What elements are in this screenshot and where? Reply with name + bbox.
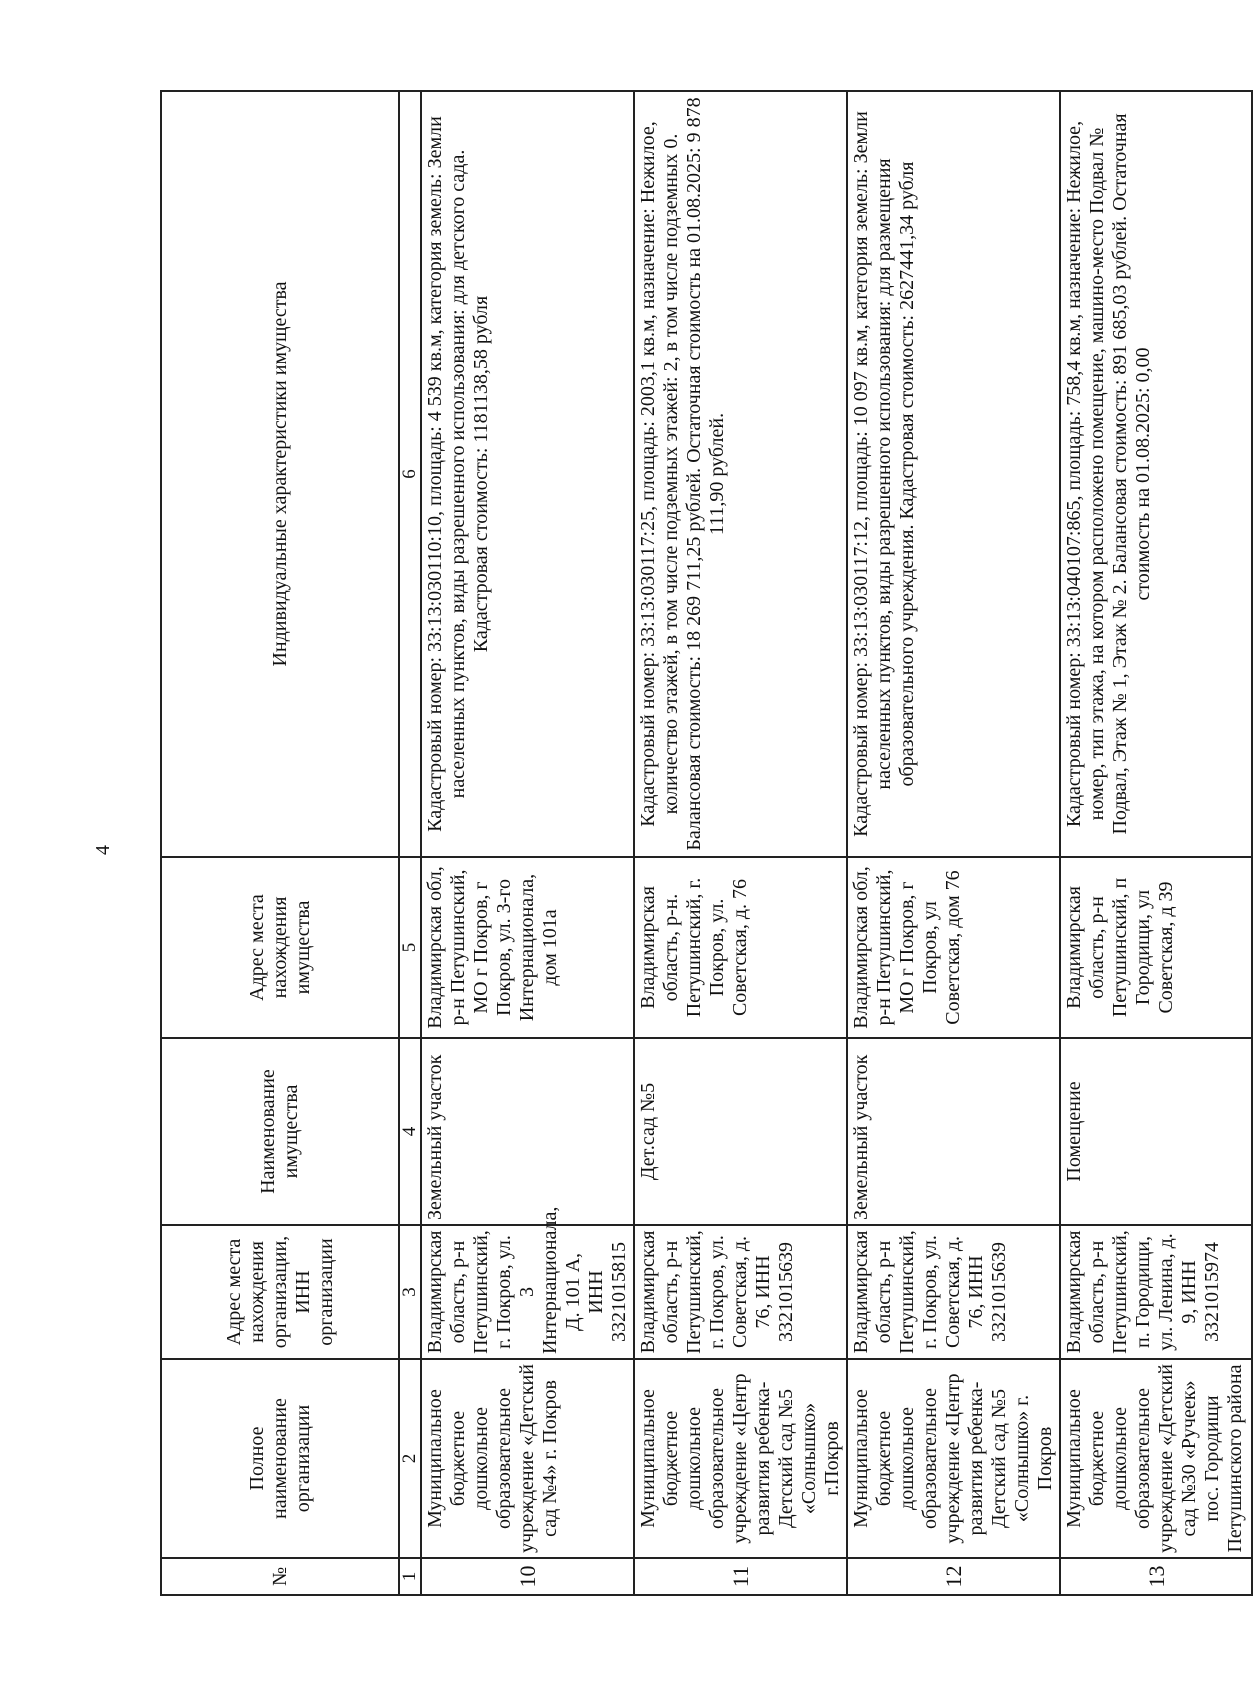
header-property-address: Адрес места нахождения имущества	[161, 857, 399, 1038]
table-row	[1060, 91, 1252, 1595]
org-address-cell: Владимирская область, р-н Петушинский, г. Покров, ул. Советская, д. 76, ИНН 3321015639	[847, 1225, 1060, 1359]
table-row	[634, 91, 847, 1595]
characteristics-cell: Кадастровый номер: 33:13:040107:865, площадь: 758,4 кв.м, назначение: Нежилое, номер, тип этажа, на котором расположено помещение, машино-место Подвал № Подвал, Этаж № 1, Этаж № 2. Балансовая стоимость: 891 685,03 рублей. Остаточная стоимость на 01.08.2025: 0,00	[1060, 91, 1252, 857]
column-number: 2	[399, 1359, 421, 1558]
org-address-cell: Владимирская область, р-н Петушинский, п. Городищи, ул. Ленина, д. 9, ИНН 3321015974	[1060, 1225, 1252, 1359]
column-number: 3	[399, 1225, 421, 1359]
column-number: 1	[399, 1558, 421, 1595]
property-address-cell: Владимирская область, р-н. Петушинский, г. Покров, ул. Советская, д. 76	[634, 857, 847, 1038]
org-address-cell: Владимирская область, р-н Петушинский, г. Покров, ул. 3 Интернационала, Д. 101 А, ИНН 3321015815	[421, 1225, 634, 1359]
property-address-cell: Владимирская область, р-н Петушинский, п Городищи, ул Советская, д 39	[1060, 857, 1252, 1038]
property-name-cell: Земельный участок	[421, 1038, 634, 1225]
property-name-cell: Помещение	[1060, 1038, 1252, 1225]
table-container	[160, 92, 1246, 1596]
row-number: 11	[634, 1558, 847, 1595]
property-address-cell: Владимирская обл, р-н Петушинский, МО г Покров, г Покров, ул Советская, дом 76	[847, 857, 1060, 1038]
column-number: 4	[399, 1038, 421, 1225]
rotated-table-frame	[160, 92, 1246, 1596]
table-row	[421, 91, 634, 1595]
column-number-row	[399, 91, 421, 1595]
row-number: 13	[1060, 1558, 1252, 1595]
org-name-cell: Муниципальное бюджетное дошкольное образовательное учреждение «Центр развития ребенка-Детский сад №5 «Солнышко» г. Покров	[847, 1359, 1060, 1558]
header-number: №	[161, 1558, 399, 1595]
header-org-address: Адрес места нахождения организации, ИНН организации	[161, 1225, 399, 1359]
header-org-name: Полное наименование организации	[161, 1359, 399, 1558]
property-table	[160, 90, 1253, 1596]
property-name-cell: Земельный участок	[847, 1038, 1060, 1225]
column-number: 5	[399, 857, 421, 1038]
characteristics-cell: Кадастровый номер: 33:13:030117:25, площадь: 2003,1 кв.м, назначение: Нежилое, количество этажей, в том числе подземных этажей: 2, в том числе подземных 0. Балансовая стоимость: 18 269 711,25 рублей. Остаточная стоимость на 01.08.2025: 9 878 111,90 рублей.	[634, 91, 847, 857]
row-number: 10	[421, 1558, 634, 1595]
org-name-cell: Муниципальное бюджетное дошкольное образовательное учреждение «Детский сад №4» г. Покров	[421, 1359, 634, 1558]
header-characteristics: Индивидуальные характеристики имущества	[161, 91, 399, 857]
row-number: 12	[847, 1558, 1060, 1595]
column-number: 6	[399, 91, 421, 857]
org-name-cell: Муниципальное бюджетное дошкольное образовательное учреждение «Центр развития ребенка-Детский сад №5 «Солнышко» г.Покров	[634, 1359, 847, 1558]
header-property-name: Наименование имущества	[161, 1038, 399, 1225]
org-address-cell: Владимирская область, р-н Петушинский, г. Покров, ул. Советская, д. 76, ИНН 3321015639	[634, 1225, 847, 1359]
header-row	[161, 91, 399, 1595]
characteristics-cell: Кадастровый номер: 33:13:030110:10, площадь: 4 539 кв.м, категория земель: Земли населенных пунктов, виды разрешенного использования: для детского сада. Кадастровая стоимость: 1181138,58 рубля	[421, 91, 634, 857]
table-row	[847, 91, 1060, 1595]
property-name-cell: Дет.сад №5	[634, 1038, 847, 1225]
page-number: 4	[92, 845, 114, 855]
org-name-cell: Муниципальное бюджетное дошкольное образовательное учреждение «Детский сад №30 «Ручеек» пос. Городищи Петушинского района	[1060, 1359, 1252, 1558]
characteristics-cell: Кадастровый номер: 33:13:030117:12, площадь: 10 097 кв.м, категория земель: Земли населенных пунктов, виды разрешенного использования: для размещения образовательного учреждения. Кадастровая стоимость: 2627441,34 рубля	[847, 91, 1060, 857]
property-address-cell: Владимирская обл, р-н Петушинский, МО г Покров, г Покров, ул. 3-го Интернационала, дом 101а	[421, 857, 634, 1038]
